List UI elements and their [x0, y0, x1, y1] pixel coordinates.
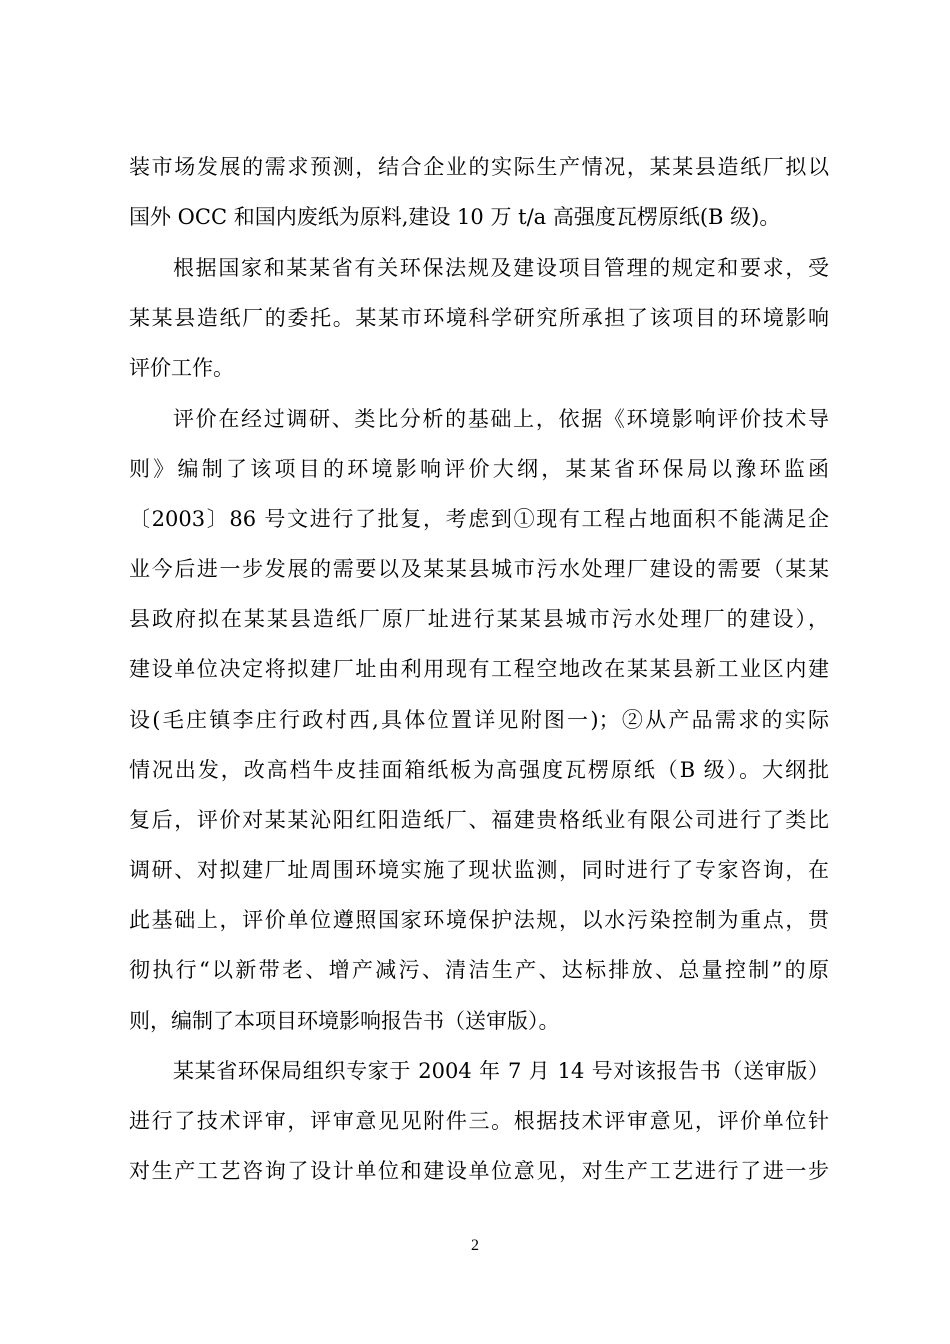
text-line: 评价在经过调研、类比分析的基础上，依据《环境影响评价技术导: [173, 407, 829, 431]
text-line: 设(毛庄镇李庄行政村西,具体位置详见附图一)；②从产品需求的实际: [129, 708, 829, 732]
text-line: 某某县造纸厂的委托。某某市环境科学研究所承担了该项目的环境影响: [129, 306, 829, 330]
text-line: 建设单位决定将拟建厂址由利用现有工程空地改在某某县新工业区内建: [129, 657, 829, 681]
text-line: 国外 OCC 和国内废纸为原料,建设 10 万 t/a 高强度瓦楞原纸(B 级)。: [129, 205, 781, 229]
text-line: 〔2003〕86 号文进行了批复，考虑到①现有工程占地面积不能满足企: [129, 507, 829, 531]
text-line: 业今后进一步发展的需要以及某某县城市污水处理厂建设的需要（某某: [129, 557, 829, 581]
text-line: 则，编制了本项目环境影响报告书（送审版）。: [129, 1009, 560, 1033]
text-line: 彻执行“以新带老、增产减污、清洁生产、达标排放、总量控制”的原: [129, 958, 829, 982]
text-line: 进行了技术评审，评审意见见附件三。根据技术评审意见，评价单位针: [129, 1109, 829, 1133]
text-line: 某某省环保局组织专家于 2004 年 7 月 14 号对该报告书（送审版）: [173, 1059, 829, 1083]
text-line: 则》编制了该项目的环境影响评价大纲，某某省环保局以豫环监函: [129, 457, 829, 481]
text-line: 复后，评价对某某沁阳红阳造纸厂、福建贵格纸业有限公司进行了类比: [129, 808, 829, 832]
text-line: 根据国家和某某省有关环保法规及建设项目管理的规定和要求，受: [173, 256, 829, 280]
text-line: 评价工作。: [129, 356, 234, 380]
text-line: 装市场发展的需求预测，结合企业的实际生产情况，某某县造纸厂拟以: [129, 155, 829, 179]
text-line: 情况出发，改高档牛皮挂面箱纸板为高强度瓦楞原纸（B 级）。大纲批: [129, 758, 829, 782]
text-line: 此基础上，评价单位遵照国家环境保护法规，以水污染控制为重点，贯: [129, 908, 829, 932]
text-line: 调研、对拟建厂址周围环境实施了现状监测，同时进行了专家咨询，在: [129, 858, 829, 882]
page-number: 2: [471, 1237, 479, 1254]
text-line: 县政府拟在某某县造纸厂原厂址进行某某县城市污水处理厂的建设），: [129, 607, 829, 631]
text-line: 对生产工艺咨询了设计单位和建设单位意见，对生产工艺进行了进一步: [129, 1159, 829, 1183]
